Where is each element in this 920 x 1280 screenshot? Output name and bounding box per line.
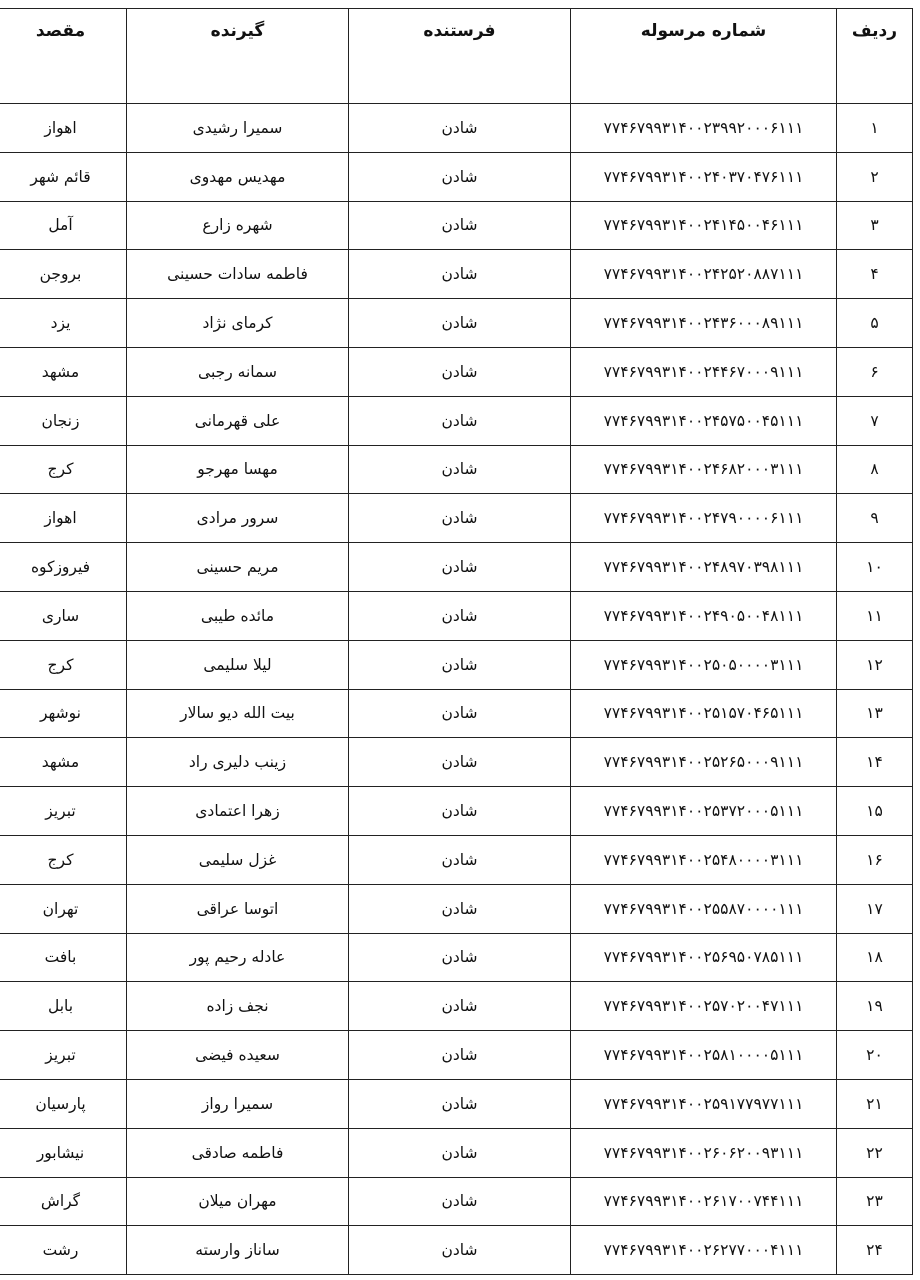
destination-cell: تبریز <box>0 1031 127 1080</box>
destination-cell: قائم شهر <box>0 152 127 201</box>
row-number-cell: ۱۷ <box>837 884 913 933</box>
sender-cell: شادن <box>349 738 571 787</box>
destination-cell: مشهد <box>0 738 127 787</box>
tracking-number-cell: ۷۷۴۶۷۹۹۳۱۴۰۰۲۶۰۶۲۰۰۹۳۱۱۱ <box>571 1128 837 1177</box>
row-number-cell: ۶ <box>837 347 913 396</box>
table-body <box>0 104 913 1275</box>
row-number-cell: ۱۹ <box>837 982 913 1031</box>
destination-cell: تهران <box>0 884 127 933</box>
sender-cell: شادن <box>349 787 571 836</box>
recipient-cell: مریم حسینی <box>127 543 349 592</box>
destination-cell: بافت <box>0 933 127 982</box>
sender-cell: شادن <box>349 543 571 592</box>
destination-cell: گراش <box>0 1177 127 1226</box>
header-recipient: گیرنده <box>127 9 349 104</box>
row-number-cell: ۲۴ <box>837 1226 913 1275</box>
sender-cell: شادن <box>349 933 571 982</box>
sender-cell: شادن <box>349 299 571 348</box>
recipient-cell: مهدیس مهدوی <box>127 152 349 201</box>
row-number-cell: ۱۴ <box>837 738 913 787</box>
table-header <box>0 9 913 104</box>
table-row <box>0 1128 913 1177</box>
destination-cell: ساری <box>0 591 127 640</box>
tracking-number-cell: ۷۷۴۶۷۹۹۳۱۴۰۰۲۴۱۴۵۰۰۴۶۱۱۱ <box>571 201 837 250</box>
tracking-number-cell: ۷۷۴۶۷۹۹۳۱۴۰۰۲۴۴۶۷۰۰۰۹۱۱۱ <box>571 347 837 396</box>
destination-cell: زنجان <box>0 396 127 445</box>
table-row <box>0 396 913 445</box>
sender-cell: شادن <box>349 1177 571 1226</box>
row-number-cell: ۷ <box>837 396 913 445</box>
table-row <box>0 104 913 153</box>
row-number-cell: ۱۱ <box>837 591 913 640</box>
table-row <box>0 152 913 201</box>
shipments-table <box>0 8 913 1275</box>
sender-cell: شادن <box>349 152 571 201</box>
row-number-cell: ۱۵ <box>837 787 913 836</box>
table-row <box>0 738 913 787</box>
tracking-number-cell: ۷۷۴۶۷۹۹۳۱۴۰۰۲۴۶۸۲۰۰۰۳۱۱۱ <box>571 445 837 494</box>
tracking-number-cell: ۷۷۴۶۷۹۹۳۱۴۰۰۲۵۳۷۲۰۰۰۵۱۱۱ <box>571 787 837 836</box>
table-row <box>0 835 913 884</box>
destination-cell: کرج <box>0 445 127 494</box>
row-number-cell: ۱۲ <box>837 640 913 689</box>
tracking-number-cell: ۷۷۴۶۷۹۹۳۱۴۰۰۲۴۹۰۵۰۰۴۸۱۱۱ <box>571 591 837 640</box>
row-number-cell: ۱۶ <box>837 835 913 884</box>
table-row <box>0 787 913 836</box>
recipient-cell: سمانه رجبی <box>127 347 349 396</box>
row-number-cell: ۲۳ <box>837 1177 913 1226</box>
sender-cell: شادن <box>349 1226 571 1275</box>
destination-cell: پارسیان <box>0 1079 127 1128</box>
destination-cell: کرج <box>0 835 127 884</box>
sender-cell: شادن <box>349 494 571 543</box>
destination-cell: کرج <box>0 640 127 689</box>
recipient-cell: شهره زارع <box>127 201 349 250</box>
recipient-cell: ساناز وارسته <box>127 1226 349 1275</box>
recipient-cell: علی قهرمانی <box>127 396 349 445</box>
destination-cell: رشت <box>0 1226 127 1275</box>
row-number-cell: ۲۲ <box>837 1128 913 1177</box>
recipient-cell: بیت الله دیو سالار <box>127 689 349 738</box>
header-tracking-number: شماره مرسوله <box>571 9 837 104</box>
recipient-cell: سرور مرادی <box>127 494 349 543</box>
recipient-cell: مائده طیبی <box>127 591 349 640</box>
tracking-number-cell: ۷۷۴۶۷۹۹۳۱۴۰۰۲۵۰۵۰۰۰۰۳۱۱۱ <box>571 640 837 689</box>
row-number-cell: ۲۱ <box>837 1079 913 1128</box>
destination-cell: یزد <box>0 299 127 348</box>
table-row <box>0 445 913 494</box>
sender-cell: شادن <box>349 1031 571 1080</box>
row-number-cell: ۱ <box>837 104 913 153</box>
sender-cell: شادن <box>349 201 571 250</box>
table-row <box>0 640 913 689</box>
table-row <box>0 591 913 640</box>
destination-cell: اهواز <box>0 494 127 543</box>
sender-cell: شادن <box>349 591 571 640</box>
recipient-cell: اتوسا عراقی <box>127 884 349 933</box>
sender-cell: شادن <box>349 445 571 494</box>
destination-cell: اهواز <box>0 104 127 153</box>
tracking-number-cell: ۷۷۴۶۷۹۹۳۱۴۰۰۲۴۲۵۲۰۸۸۷۱۱۱ <box>571 250 837 299</box>
destination-cell: آمل <box>0 201 127 250</box>
tracking-number-cell: ۷۷۴۶۷۹۹۳۱۴۰۰۲۵۵۸۷۰۰۰۰۱۱۱ <box>571 884 837 933</box>
recipient-cell: مهران میلان <box>127 1177 349 1226</box>
row-number-cell: ۸ <box>837 445 913 494</box>
table-row <box>0 1177 913 1226</box>
sender-cell: شادن <box>349 396 571 445</box>
table-row <box>0 933 913 982</box>
row-number-cell: ۱۳ <box>837 689 913 738</box>
tracking-number-cell: ۷۷۴۶۷۹۹۳۱۴۰۰۲۵۲۶۵۰۰۰۹۱۱۱ <box>571 738 837 787</box>
table-row <box>0 1226 913 1275</box>
sender-cell: شادن <box>349 689 571 738</box>
row-number-cell: ۹ <box>837 494 913 543</box>
tracking-number-cell: ۷۷۴۶۷۹۹۳۱۴۰۰۲۵۶۹۵۰۷۸۵۱۱۱ <box>571 933 837 982</box>
recipient-cell: زهرا اعتمادی <box>127 787 349 836</box>
sender-cell: شادن <box>349 982 571 1031</box>
table-row <box>0 347 913 396</box>
sender-cell: شادن <box>349 884 571 933</box>
sender-cell: شادن <box>349 250 571 299</box>
recipient-cell: سمیرا رشیدی <box>127 104 349 153</box>
table-row <box>0 1079 913 1128</box>
table-row <box>0 201 913 250</box>
recipient-cell: لیلا سلیمی <box>127 640 349 689</box>
sender-cell: شادن <box>349 347 571 396</box>
header-destination: مقصد <box>0 9 127 104</box>
recipient-cell: زینب دلیری راد <box>127 738 349 787</box>
destination-cell: مشهد <box>0 347 127 396</box>
header-sender: فرستنده <box>349 9 571 104</box>
recipient-cell: نجف زاده <box>127 982 349 1031</box>
recipient-cell: سعیده فیضی <box>127 1031 349 1080</box>
sender-cell: شادن <box>349 640 571 689</box>
table-row <box>0 1031 913 1080</box>
tracking-number-cell: ۷۷۴۶۷۹۹۳۱۴۰۰۲۴۵۷۵۰۰۴۵۱۱۱ <box>571 396 837 445</box>
recipient-cell: سمیرا رواز <box>127 1079 349 1128</box>
table-row <box>0 884 913 933</box>
tracking-number-cell: ۷۷۴۶۷۹۹۳۱۴۰۰۲۵۸۱۰۰۰۰۵۱۱۱ <box>571 1031 837 1080</box>
tracking-number-cell: ۷۷۴۶۷۹۹۳۱۴۰۰۲۴۷۹۰۰۰۰۶۱۱۱ <box>571 494 837 543</box>
destination-cell: فیروزکوه <box>0 543 127 592</box>
table-row <box>0 299 913 348</box>
row-number-cell: ۱۰ <box>837 543 913 592</box>
row-number-cell: ۳ <box>837 201 913 250</box>
row-number-cell: ۲ <box>837 152 913 201</box>
tracking-number-cell: ۷۷۴۶۷۹۹۳۱۴۰۰۲۵۷۰۲۰۰۴۷۱۱۱ <box>571 982 837 1031</box>
destination-cell: نیشابور <box>0 1128 127 1177</box>
sender-cell: شادن <box>349 1128 571 1177</box>
recipient-cell: مهسا مهرجو <box>127 445 349 494</box>
destination-cell: بابل <box>0 982 127 1031</box>
recipient-cell: فاطمه صادقی <box>127 1128 349 1177</box>
tracking-number-cell: ۷۷۴۶۷۹۹۳۱۴۰۰۲۵۴۸۰۰۰۰۳۱۱۱ <box>571 835 837 884</box>
header-row <box>0 9 913 104</box>
table-row <box>0 543 913 592</box>
recipient-cell: غزل سلیمی <box>127 835 349 884</box>
sender-cell: شادن <box>349 1079 571 1128</box>
destination-cell: بروجن <box>0 250 127 299</box>
destination-cell: تبریز <box>0 787 127 836</box>
recipient-cell: کرمای نژاد <box>127 299 349 348</box>
table-row <box>0 982 913 1031</box>
tracking-number-cell: ۷۷۴۶۷۹۹۳۱۴۰۰۲۵۱۵۷۰۴۶۵۱۱۱ <box>571 689 837 738</box>
recipient-cell: فاطمه سادات حسینی <box>127 250 349 299</box>
tracking-number-cell: ۷۷۴۶۷۹۹۳۱۴۰۰۲۶۱۷۰۰۷۴۴۱۱۱ <box>571 1177 837 1226</box>
row-number-cell: ۲۰ <box>837 1031 913 1080</box>
row-number-cell: ۱۸ <box>837 933 913 982</box>
table-row <box>0 494 913 543</box>
recipient-cell: عادله رحیم پور <box>127 933 349 982</box>
sender-cell: شادن <box>349 835 571 884</box>
tracking-number-cell: ۷۷۴۶۷۹۹۳۱۴۰۰۲۴۳۶۰۰۰۸۹۱۱۱ <box>571 299 837 348</box>
tracking-number-cell: ۷۷۴۶۷۹۹۳۱۴۰۰۲۴۰۳۷۰۴۷۶۱۱۱ <box>571 152 837 201</box>
header-row-number: ردیف <box>837 9 913 104</box>
sender-cell: شادن <box>349 104 571 153</box>
table-row <box>0 689 913 738</box>
tracking-number-cell: ۷۷۴۶۷۹۹۳۱۴۰۰۲۳۹۹۲۰۰۰۶۱۱۱ <box>571 104 837 153</box>
destination-cell: نوشهر <box>0 689 127 738</box>
tracking-number-cell: ۷۷۴۶۷۹۹۳۱۴۰۰۲۴۸۹۷۰۳۹۸۱۱۱ <box>571 543 837 592</box>
table-row <box>0 250 913 299</box>
row-number-cell: ۴ <box>837 250 913 299</box>
tracking-number-cell: ۷۷۴۶۷۹۹۳۱۴۰۰۲۶۲۷۷۰۰۰۴۱۱۱ <box>571 1226 837 1275</box>
row-number-cell: ۵ <box>837 299 913 348</box>
tracking-number-cell: ۷۷۴۶۷۹۹۳۱۴۰۰۲۵۹۱۷۷۹۷۷۱۱۱ <box>571 1079 837 1128</box>
